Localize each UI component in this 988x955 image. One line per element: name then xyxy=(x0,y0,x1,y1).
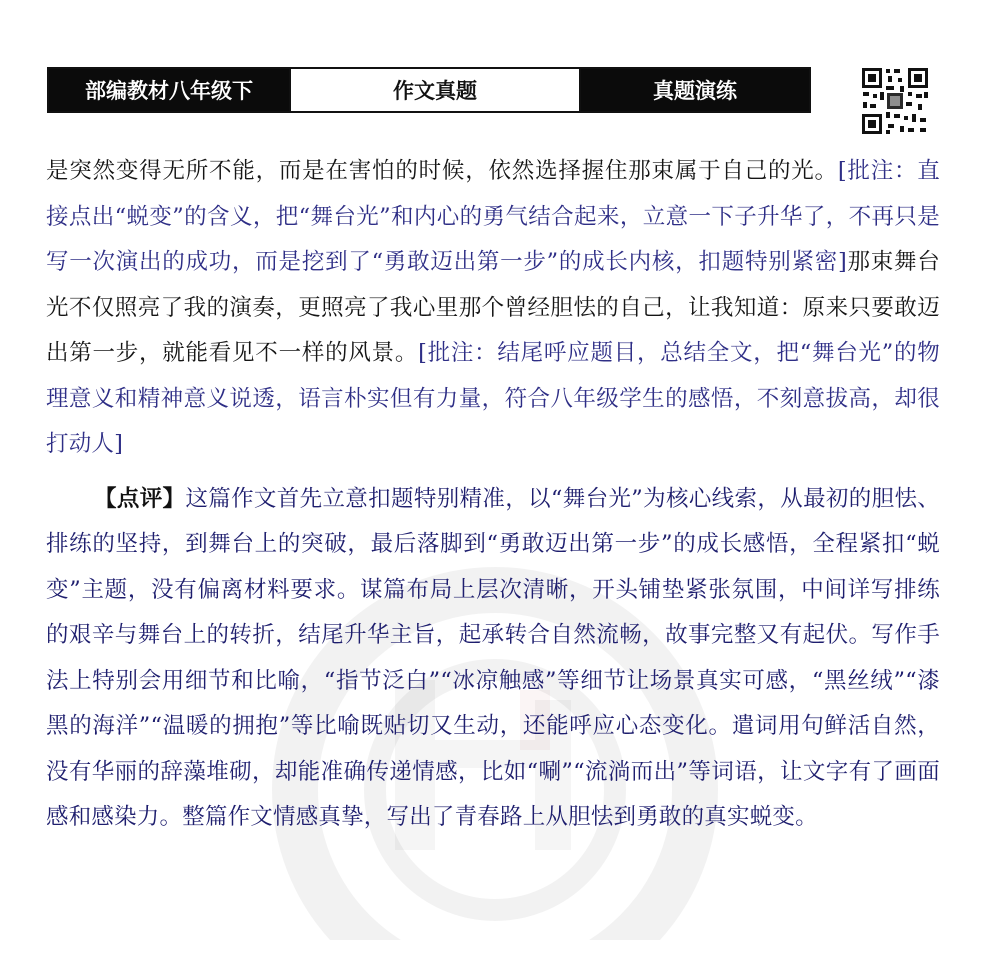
essay-text-segment: 是突然变得无所不能，而是在害怕的时候，依然选择握住那束属于自己的光。 xyxy=(46,158,838,184)
header-section-title: 作文真题 xyxy=(289,69,581,111)
review-tag: 【点评】 xyxy=(94,485,186,512)
annotation-note: [批注：直接点出“蜕变”的含义，把“舞台光”和内心的勇气结合起来，立意一下子升华了，不再只是写一次演出的成功，而是挖到了“勇敢迈出第一步”的成长内核，扣题特别紧密] xyxy=(46,158,940,275)
annotation-note: [批注：结尾呼应题目，总结全文，把“舞台光”的物理意义和精神意义说透，语言朴实但有力量，符合八年级学生的感悟，不刻意拔高，却很打动人] xyxy=(46,340,940,457)
header-grade-label: 部编教材八年级下 xyxy=(49,69,289,111)
review-paragraph xyxy=(46,477,940,841)
header-bar xyxy=(47,67,811,113)
header-practice-label: 真题演练 xyxy=(581,69,809,111)
review-text: 这篇作文首先立意扣题特别精准，以“舞台光”为核心线索，从最初的胆怯、排练的坚持，到舞台上的突破，最后落脚到“勇敢迈出第一步”的成长感悟，全程紧扣“蜕变”主题，没有偏离材料要求。谋篇布局上层次清晰，开头铺垫紧张氛围，中间详写排练的艰辛与舞台上的转折，结尾升华主旨，起承转合自然流畅，故事完整又有起伏。写作手法上特别会用细节和比喻，“指节泛白”“冰凉触感”等细节让场景真实可感，“黑丝绒”“漆黑的海洋”“温暖的拥抱”等比喻既贴切又生动，还能呼应心态变化。遣词用句鲜活自然，没有华丽的辞藻堆砌，却能准确传递情感，比如“唰”“流淌而出”等词语，让文字有了画面感和感染力。整篇作文情感真挚，写出了青春路上从胆怯到勇敢的真实蜕变。 xyxy=(46,485,940,830)
essay-text-segment: 那束舞台光不仅照亮了我的演奏，更照亮了我心里那个曾经胆怯的自己，让我知道：原来只要敢迈出第一步，就能看见不一样的风景。 xyxy=(46,249,940,366)
qr-code-icon xyxy=(860,66,930,136)
essay-conclusion-paragraph xyxy=(46,149,940,468)
essay-content xyxy=(46,149,940,841)
